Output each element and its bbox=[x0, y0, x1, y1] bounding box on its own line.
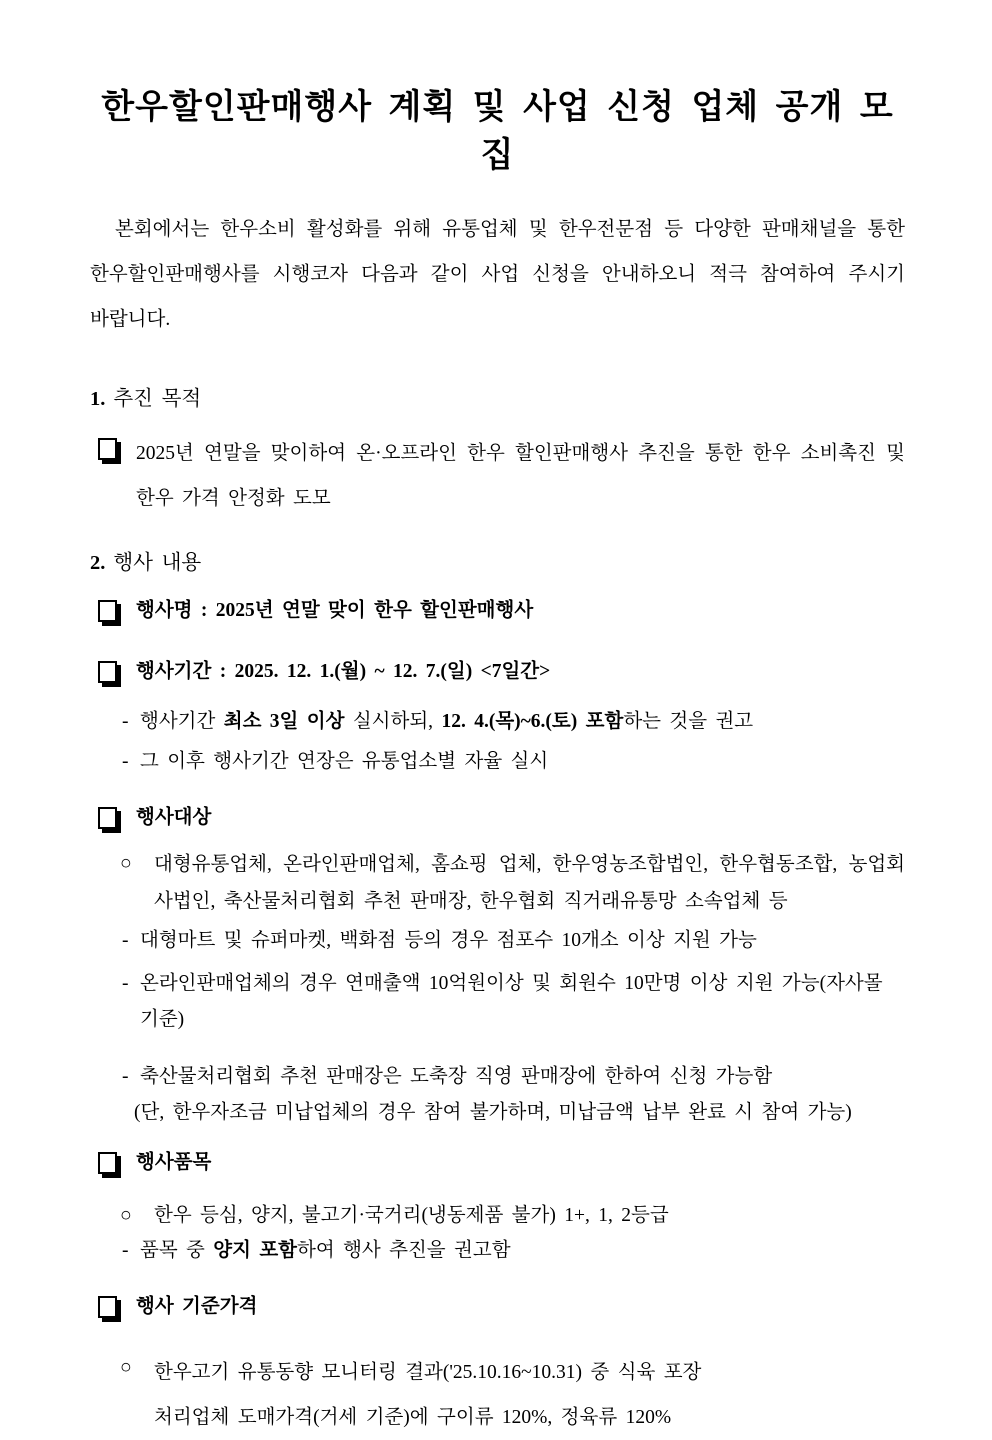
dash-icon: - bbox=[122, 711, 129, 732]
page-title: 한우할인판매행사 계획 및 사업 신청 업체 공개 모집 bbox=[101, 89, 894, 174]
items-item bbox=[120, 1198, 905, 1234]
price-heading-item bbox=[98, 1289, 905, 1331]
section-title: 추진 목적 bbox=[113, 388, 202, 410]
target-note3-subtext: (단, 한우자조금 미납업체의 경우 참여 불가하며, 미납금액 납부 완료 시 참여 가능) bbox=[134, 1102, 852, 1123]
items-note-post: 하여 행사 추진을 권고함 bbox=[297, 1240, 511, 1261]
section-heading-purpose bbox=[90, 381, 905, 417]
event-name-item bbox=[98, 593, 905, 635]
section-number: 1. bbox=[90, 388, 106, 410]
target-heading-item bbox=[98, 800, 905, 842]
items-note-text bbox=[140, 1234, 905, 1268]
section-heading-content bbox=[90, 545, 905, 581]
bullet-column bbox=[98, 800, 136, 842]
bullet-column bbox=[98, 1289, 136, 1331]
items-note-bold: 양지 포함 bbox=[213, 1240, 298, 1261]
event-period-item bbox=[98, 654, 905, 696]
intro-paragraph: 본회에서는 한우소비 활성화를 위해 유통업체 및 한우전문점 등 다양한 판매채널을 통한 한우할인판매행사를 시행코자 다음과 같이 사업 신청을 안내하오니 적극 참여하여 주시기 바랍니다. bbox=[90, 219, 905, 330]
period-note-mid2 bbox=[577, 711, 585, 732]
circle-icon: ○ bbox=[120, 1357, 132, 1378]
section-title: 행사 내용 bbox=[113, 552, 202, 574]
purpose-item bbox=[98, 431, 905, 521]
price-item bbox=[120, 1350, 905, 1440]
dash-icon: - bbox=[122, 930, 129, 951]
checkbox-icon bbox=[98, 600, 117, 622]
bullet-column bbox=[98, 1145, 136, 1187]
period-note-bold3: 포함 bbox=[585, 711, 624, 732]
target-heading-text: 행사대상 bbox=[136, 807, 212, 828]
dash-icon: - bbox=[122, 751, 129, 772]
checkbox-icon bbox=[98, 1152, 117, 1174]
bullet-column bbox=[98, 431, 136, 521]
period-note2-item bbox=[122, 744, 905, 780]
target-note2-item bbox=[122, 966, 905, 1038]
target-note3-text: 축산물처리협회 추천 판매장은 도축장 직영 판매장에 한하여 신청 가능함 bbox=[140, 1066, 773, 1087]
checkbox-icon bbox=[98, 438, 117, 460]
target-note2-text: 온라인판매업체의 경우 연매출액 10억원이상 및 회원수 10만명 이상 지원 가능(자사몰 기준) bbox=[140, 973, 883, 1030]
price-line1: 한우고기 유통동향 모니터링 결과('25.10.16~10.31) 중 식육 포장 bbox=[154, 1362, 702, 1383]
period-note-text bbox=[140, 704, 905, 740]
dash-icon: - bbox=[122, 1066, 129, 1087]
event-period-text: 행사기간 : 2025. 12. 1.(월) ~ 12. 7.(일) <7일간> bbox=[136, 661, 551, 682]
items-item-text: 한우 등심, 양지, 불고기·국거리(냉동제품 불가) 1+, 1, 2등급 bbox=[154, 1205, 669, 1226]
circle-icon: ○ bbox=[120, 1205, 132, 1226]
period-note-bold1: 최소 3일 이상 bbox=[223, 711, 345, 732]
price-item-text bbox=[154, 1350, 905, 1440]
event-name-text: 행사명 : 2025년 연말 맞이 한우 할인판매행사 bbox=[136, 600, 534, 621]
period-note-item bbox=[122, 704, 905, 740]
target-note1-item bbox=[122, 923, 905, 959]
period-note-pre: 행사기간 bbox=[140, 711, 224, 732]
price-line2: 처리업체 도매가격(거세 기준)에 구이류 120%, 정육류 120% bbox=[154, 1407, 672, 1428]
period-note-bold2: 12. 4.(목)~6.(토) bbox=[441, 711, 578, 732]
circle-icon: ○ bbox=[120, 853, 132, 874]
target-note1-text: 대형마트 및 슈퍼마켓, 백화점 등의 경우 점포수 10개소 이상 지원 가능 bbox=[140, 930, 757, 951]
items-heading-text: 행사품목 bbox=[136, 1152, 212, 1173]
dash-icon: - bbox=[122, 973, 129, 994]
target-item bbox=[120, 846, 905, 920]
purpose-item-text: 2025년 연말을 맞이하여 온·오프라인 한우 할인판매행사 추진을 통한 한우 소비촉진 및 한우 가격 안정화 도모 bbox=[136, 443, 905, 509]
section-number: 2. bbox=[90, 552, 106, 574]
checkbox-icon bbox=[98, 807, 117, 829]
checkbox-icon bbox=[98, 661, 117, 683]
target-item-text: 대형유통업체, 온라인판매업체, 홈쇼핑 업체, 한우영농조합법인, 한우협동조합, 농업회사법인, 축산물처리협회 추천 판매장, 한우협회 직거래유통망 소속업체 등 bbox=[154, 854, 905, 912]
target-note3-item bbox=[122, 1059, 905, 1095]
bullet-column bbox=[98, 593, 136, 635]
dash-icon: - bbox=[122, 1240, 129, 1261]
items-heading-item bbox=[98, 1145, 905, 1187]
period-note-post: 하는 것을 권고 bbox=[623, 711, 754, 732]
period-note2-text: 그 이후 행사기간 연장은 유통업소별 자율 실시 bbox=[140, 751, 549, 772]
price-heading-text: 행사 기준가격 bbox=[136, 1296, 258, 1317]
checkbox-icon bbox=[98, 1296, 117, 1318]
items-note-pre: 품목 중 bbox=[140, 1240, 214, 1261]
items-note-item bbox=[122, 1234, 905, 1268]
bullet-column bbox=[98, 654, 136, 696]
period-note-mid: 실시하되, bbox=[344, 711, 442, 732]
